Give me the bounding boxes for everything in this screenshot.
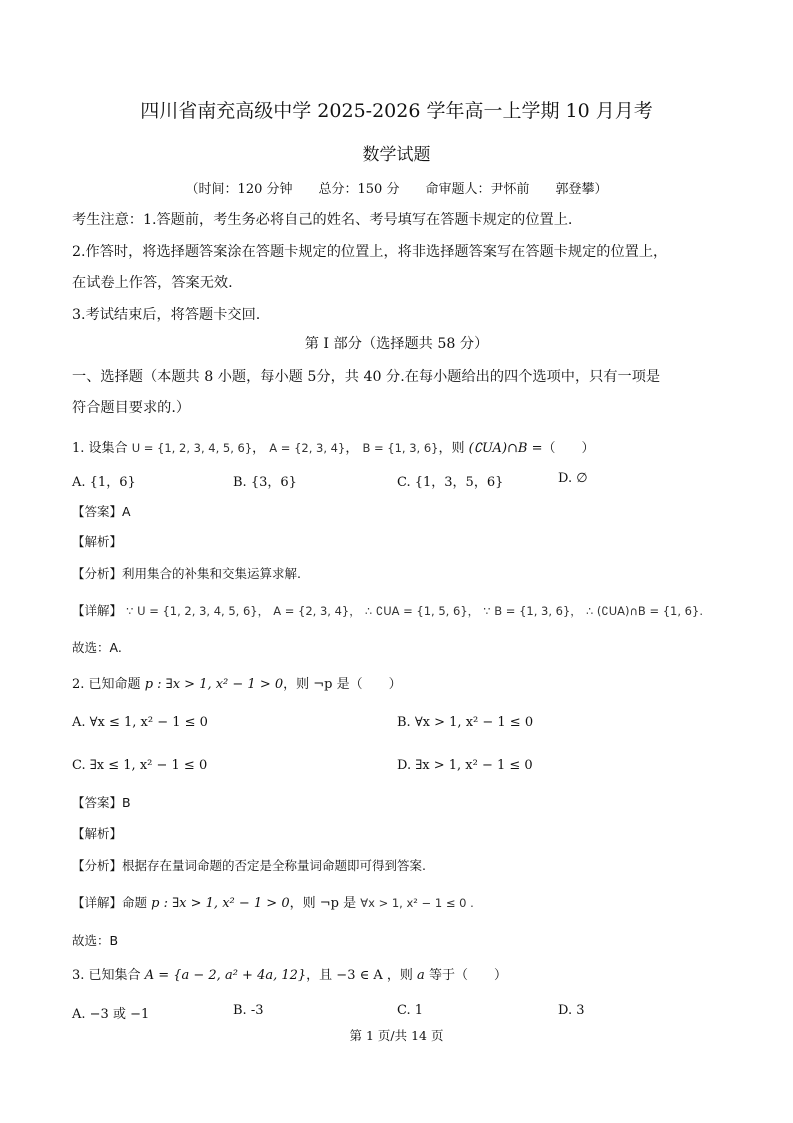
q2-detail-prefix: 【详解】命题 (72, 895, 148, 910)
q1-option-d: D. ∅ (558, 471, 588, 486)
q2-option-b: B. ∀x > 1, x² − 1 ≤ 0 (397, 715, 534, 730)
q2-detail-mid: ，则 ¬p 是 (289, 896, 357, 911)
notice-line-4: 3.考试结束后，将答题卡交回. (72, 307, 261, 323)
q1-detail-complement: ∴ ∁UA = {1, 5, 6}， (364, 604, 480, 618)
q3-ask: 等于（ ） (428, 968, 507, 983)
q1-set-a: A = {2, 3, 4} (269, 441, 346, 455)
q3-variable: a (417, 968, 425, 983)
q1-set-u: U = {1, 2, 3, 4, 5, 6} (131, 441, 253, 455)
page-footer: 第 1 页/共 14 页 (349, 1028, 444, 1043)
q1-ask-prefix: ，则 (438, 441, 465, 456)
section-intro-1: 一、选择题（本题共 8 小题，每小题 5分，共 40 分.在每小题给出的四个选项中，只有一项是 (72, 369, 661, 385)
notice-line-1: 考生注意：1.答题前，考生务必将自己的姓名、考号填写在答题卡规定的位置上. (72, 212, 573, 228)
q2-choice: 故选：B (72, 933, 119, 948)
q2-stem (72, 673, 402, 692)
q1-detail-b: ∵ B = {1, 3, 6}， (483, 604, 582, 618)
q3-option-c: C. 1 (397, 1003, 424, 1018)
q3-option-d: D. 3 (558, 1003, 585, 1018)
q2-option-c: C. ∃x ≤ 1, x² − 1 ≤ 0 (72, 758, 208, 773)
q2-fenxi: 【分析】根据存在量词命题的否定是全称量词命题即可得到答案. (72, 858, 426, 873)
q1-detail (72, 601, 703, 619)
q1-set-b: B = {1, 3, 6} (362, 441, 439, 455)
section-intro-2: 符合题目要求的.） (72, 400, 191, 416)
q1-option-c: C. {1，3，5，6} (397, 475, 504, 490)
notice-line-2: 2.作答时，将选择题答案涂在答题卡规定的位置上，将非选择题答案写在答题卡规定的位置上， (72, 244, 668, 260)
exam-meta: （时间：120 分钟 总分：150 分 命审题人：尹怀前 郭登攀） (185, 182, 608, 197)
q2-prefix: 2. 已知命题 (72, 677, 141, 692)
notice-line-3: 在试卷上作答，答案无效. (72, 275, 233, 291)
q1-detail-u: ∵ U = {1, 2, 3, 4, 5, 6}， (126, 604, 270, 618)
q3-prefix: 3. 已知集合 (72, 968, 141, 983)
q2-detail-result: ∀x > 1, x² − 1 ≤ 0 . (360, 896, 474, 910)
q1-ask-suffix: =（ ） (531, 441, 595, 456)
exam-title: 四川省南充高级中学 2025-2026 学年高一上学期 10 月月考 (140, 100, 653, 122)
q1-option-a: A. {1，6} (72, 475, 136, 490)
q2-option-a: A. ∀x ≤ 1, x² − 1 ≤ 0 (72, 715, 208, 730)
q2-proposition: p : ∃x > 1, x² − 1 > 0 (144, 677, 284, 692)
q1-detail-result: ∴ (∁UA)∩B = {1, 6}. (585, 604, 703, 618)
q2-answer: 【答案】B (72, 795, 131, 810)
q1-option-b: B. {3，6} (233, 475, 297, 490)
q3-stem (72, 964, 507, 983)
q2-ask: ，则 ¬p 是（ ） (283, 677, 402, 692)
q2-analysis-tag: 【解析】 (72, 826, 123, 841)
q2-option-d: D. ∃x > 1, x² − 1 ≤ 0 (397, 758, 533, 773)
q3-condition: ，且 −3 ∈ A ，则 (306, 968, 413, 983)
q1-expression: (∁UA)∩B (468, 441, 528, 456)
q1-prefix: 1. 设集合 (72, 441, 128, 456)
q2-detail (72, 892, 474, 911)
q3-option-b: B. -3 (233, 1003, 264, 1018)
q1-choice: 故选：A. (72, 640, 122, 655)
q3-set: A = {a − 2, a² + 4a, 12} (144, 968, 307, 983)
q1-detail-a: A = {2, 3, 4}， (273, 604, 361, 618)
q3-option-a: A. −3 或 −1 (72, 1007, 150, 1022)
q1-detail-tag: 【详解】 (72, 603, 123, 618)
q1-analysis-tag: 【解析】 (72, 534, 123, 549)
exam-subtitle: 数学试题 (362, 145, 431, 165)
q1-answer: 【答案】A (72, 504, 131, 519)
q1-fenxi: 【分析】利用集合的补集和交集运算求解. (72, 566, 301, 581)
q1-stem: 1. 设集合 U = {1, 2, 3, 4, 5, 6}， A = {2, 3, 4}， B = {1, 3, 6}，则 (∁UA)∩B =（ ） (72, 441, 595, 456)
q2-detail-proposition: p : ∃x > 1, x² − 1 > 0 (151, 896, 290, 911)
part-heading: 第 I 部分（选择题共 58 分） (304, 336, 489, 352)
